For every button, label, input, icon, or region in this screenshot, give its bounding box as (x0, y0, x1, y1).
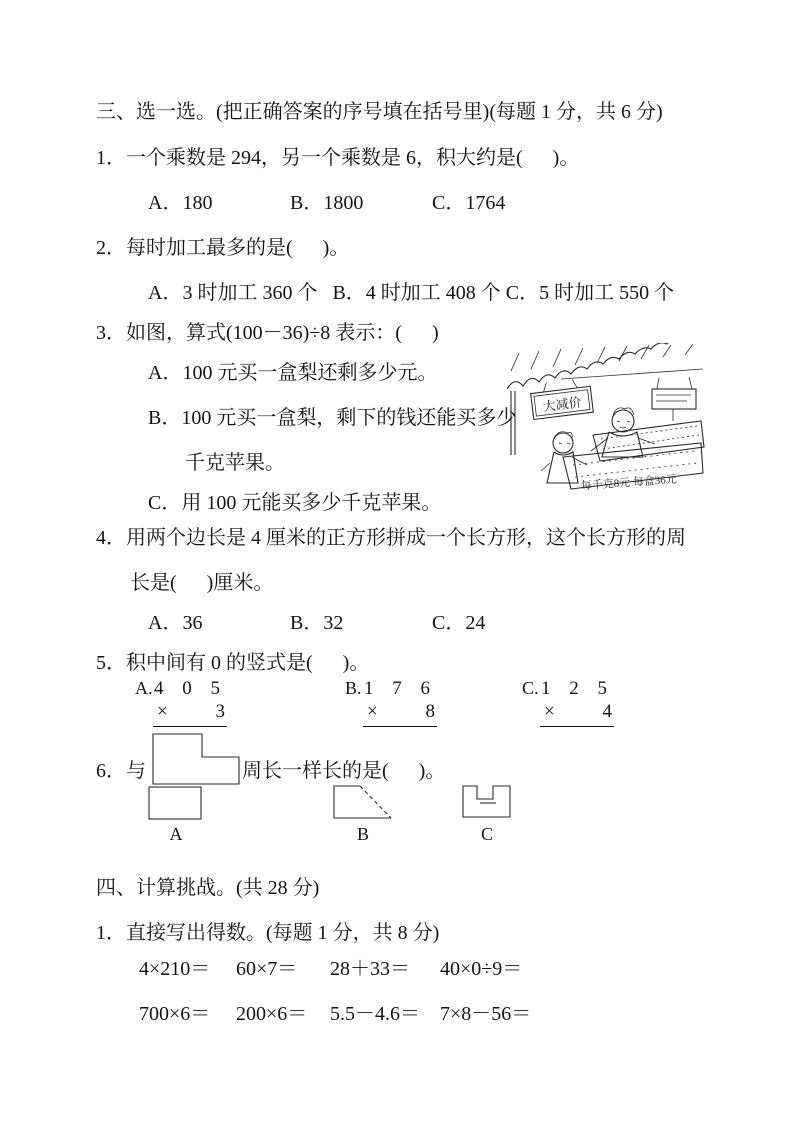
question-6-prefix: 6．与 (96, 760, 146, 782)
vertical-form-b (345, 678, 437, 727)
option-shape-a (148, 786, 202, 820)
vertical-form-b-digits: 1 7 6 (364, 678, 437, 699)
vertical-form-c (522, 678, 614, 727)
vertical-form-a (135, 678, 227, 727)
calc-expression: 40×0÷9＝ (440, 958, 523, 980)
vertical-form-a-multiplier: 3 (215, 701, 225, 722)
question-2-options: A．3 时加工 360 个 B．4 时加工 408 个 C．5 时加工 550 个 (148, 282, 675, 304)
question-4-line2: 长是( )厘米。 (130, 572, 274, 594)
vertical-form-c-label: C. (522, 678, 539, 698)
question-3-option-c: C．用 100 元能买多少千克苹果。 (148, 492, 442, 514)
section-three-title: 三、选一选。(把正确答案的序号填在括号里)(每题 1 分，共 6 分) (96, 101, 663, 123)
question-3-text: 3．如图，算式(100－36)÷8 表示：( ) (96, 322, 439, 344)
question-4-option-c: C．24 (432, 612, 486, 634)
vertical-form-a-digits: 4 0 5 (154, 678, 227, 699)
question-4-option-a: A．36 (148, 612, 203, 634)
question-1-text: 1．一个乘数是 294，另一个乘数是 6，积大约是( )。 (96, 147, 580, 169)
question-3-option-b-cont: 千克苹果。 (185, 452, 285, 474)
question-2-text: 2．每时加工最多的是( )。 (96, 237, 350, 259)
question-4-line1: 4．用两个边长是 4 厘米的正方形拼成一个长方形，这个长方形的周 (96, 527, 686, 549)
option-shape-c (462, 785, 512, 819)
question-4-option-b: B．32 (290, 612, 344, 634)
shape-label-b: B (356, 824, 369, 844)
calc-expression: 5.5－4.6＝ (330, 1003, 420, 1025)
vertical-form-b-label: B. (345, 678, 362, 698)
calc-expression: 7×8－56＝ (440, 1003, 532, 1025)
question-1-option-c: C．1764 (432, 192, 506, 214)
question-3-option-a: A．100 元买一盒梨还剩多少元。 (148, 362, 438, 384)
option-shape-b (333, 785, 393, 820)
vertical-form-a-label: A. (135, 678, 153, 698)
section-four-title: 四、计算挑战。(共 28 分) (96, 877, 320, 899)
section-four-q1-text: 1．直接写出得数。(每题 1 分，共 8 分) (96, 922, 440, 944)
fruit-shop-illustration (505, 343, 705, 495)
question-5-text: 5．积中间有 0 的竖式是( )。 (96, 652, 370, 674)
calc-expression: 200×6＝ (236, 1003, 308, 1025)
question-3-option-b: B．100 元买一盒梨，剩下的钱还能买多少 (148, 407, 517, 429)
price-caption-text: 每千克8元 每盒36元 (580, 473, 678, 493)
multiply-sign: × (367, 701, 378, 722)
shop-sign-text: 大减价 (541, 394, 583, 415)
multiply-sign: × (157, 701, 168, 722)
multiply-sign: × (544, 701, 555, 722)
question-6-row (96, 733, 445, 783)
calc-expression: 28＋33＝ (330, 958, 410, 980)
vertical-form-b-multiplier: 8 (425, 701, 435, 722)
shape-label-a: A (169, 824, 183, 844)
calc-expression: 700×6＝ (139, 1003, 211, 1025)
question-1-option-b: B．1800 (290, 192, 364, 214)
reference-step-shape (152, 733, 240, 785)
shape-label-c: C (480, 824, 493, 844)
calc-expression: 60×7＝ (236, 958, 298, 980)
calc-expression: 4×210＝ (139, 958, 211, 980)
question-1-option-a: A．180 (148, 192, 213, 214)
question-6-suffix: 周长一样长的是( )。 (242, 760, 446, 782)
vertical-form-c-multiplier: 4 (602, 701, 612, 722)
vertical-form-c-digits: 1 2 5 (541, 678, 614, 699)
